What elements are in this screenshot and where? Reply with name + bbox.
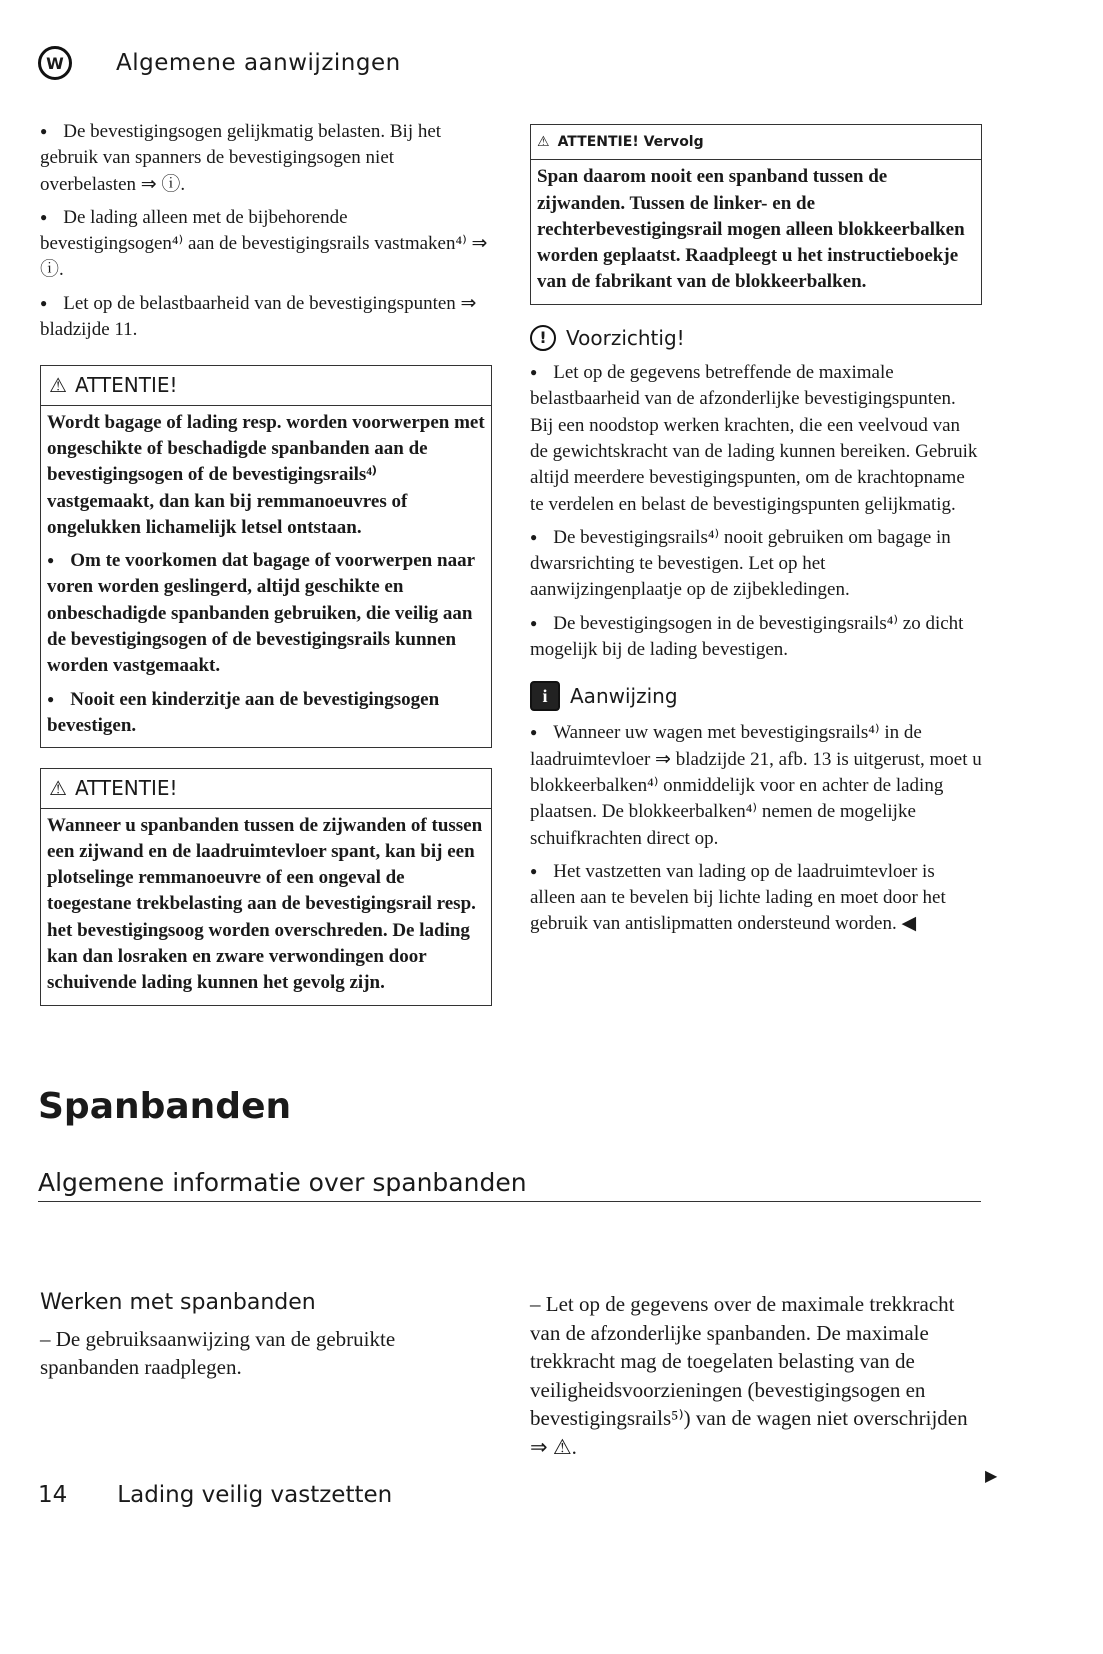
page-number: 14 (38, 1482, 68, 1508)
warning-triangle-icon: ⚠ (49, 373, 67, 398)
page-footer (38, 1482, 392, 1508)
caution-title: Voorzichtig! (566, 325, 685, 350)
list-item: ● De bevestigingsogen gelijkmatig belasten. Bij het gebruik van spanners de bevestigingsogen niet overbelasten ⇒ ⓘ. (40, 118, 492, 198)
continue-arrow-icon: ▶ (985, 1468, 998, 1485)
warning-title: ATTENTIE! (74, 776, 178, 801)
warning-box (40, 365, 492, 748)
list-item: ● Nooit een kinderzitje aan de bevestigingsogen bevestigen. (47, 686, 485, 740)
vw-logo-icon: W (38, 46, 72, 80)
left-column (40, 118, 492, 1026)
section-title: Spanbanden (38, 1086, 292, 1127)
note-title: Aanwijzing (570, 684, 678, 709)
section-subtitle: Algemene informatie over spanbanden (38, 1168, 981, 1202)
warning-text: Wordt bagage of lading resp. worden voorwerpen met ongeschikte of beschadigde spanbanden aan de bevestigingsogen of de bevestigingsrails⁴⁾ vastgemaakt, dan kan bij remmanoeuvres of ongelukken lichamelijk letsel ontstaan. (47, 411, 485, 538)
section-right (530, 1290, 970, 1467)
instruction-step: – Let op de gegevens over de maximale trekkracht van de afzonderlijke spanbanden. De maximale trekkracht mag de toegelaten belasting van de veiligheidsvoorzieningen (bevestigingsogen en bevestigingsrails⁵⁾) van de wagen niet overschrijden ⇒ ⚠. (530, 1292, 968, 1459)
warning-title: ATTENTIE! (74, 373, 178, 398)
section-left (40, 1290, 460, 1387)
list-item: ● Wanneer uw wagen met bevestigingsrails⁴⁾ in de laadruimtevloer ⇒ bladzijde 21, afb. 13 is uitgerust, moet u blokkeerbalken⁴⁾ onmiddelijk voor en achter de lading plaatsen. De blokkeerbalken⁴⁾ nemen de mogelijke schuifkrachten direct op. (530, 719, 982, 851)
warning-triangle-icon: ⚠ (49, 776, 67, 801)
caution-heading (530, 325, 982, 351)
note-heading (530, 681, 982, 711)
warning-continued-box (530, 124, 982, 305)
warning-text: Span daarom nooit een spanband tussen de zijwanden. Tussen de linker- en de rechterbevestigingsrail mogen alleen blokkeerbalken worden geplaatst. Raadpleegt u het instructieboekje van de fabrikant van de blokkeerbalken. (537, 166, 965, 293)
instruction-step: – De gebruiksaanwijzing van de gebruikte spanbanden raadplegen. (40, 1327, 396, 1379)
info-icon: i (530, 681, 560, 711)
list-item: ● De bevestigingsrails⁴⁾ nooit gebruiken om bagage in dwarsrichting te bevestigen. Let op het aanwijzingenplaatje op de zijbekledingen. (530, 524, 982, 604)
right-column (530, 124, 982, 944)
warning-box (40, 768, 492, 1005)
list-item: ● De bevestigingsogen in de bevestigingsrails⁴⁾ zo dicht mogelijk bij de lading bevestigen. (530, 610, 982, 664)
header-title: Algemene aanwijzingen (116, 50, 401, 76)
warning-title: ATTENTIE! Vervolg (557, 134, 704, 150)
subsection-heading: Werken met spanbanden (40, 1290, 316, 1315)
page-header (38, 46, 401, 80)
warning-triangle-icon: ⚠ (537, 134, 550, 150)
list-item: ● De lading alleen met de bijbehorende bevestigingsogen⁴⁾ aan de bevestigingsrails vastmaken⁴⁾ ⇒ ⓘ. (40, 204, 492, 284)
chapter-title: Lading veilig vastzetten (117, 1482, 393, 1508)
list-item: ● Let op de gegevens betreffende de maximale belastbaarheid van de afzonderlijke bevestigingspunten. Bij een noodstop werken krachten, die een veelvoud van de gewichtskracht van de lading kunnen bereiken. Gebruik altijd meerdere bevestigingspunten, om de krachtopname te verdelen en belast de bevestigingspunten gelijkmatig. (530, 359, 982, 518)
list-item: ● Let op de belastbaarheid van de bevestigingspunten ⇒ bladzijde 11. (40, 290, 492, 344)
caution-icon: ! (530, 325, 556, 351)
warning-text: Wanneer u spanbanden tussen de zijwanden of tussen een zijwand en de laadruimtevloer spant, kan bij een plotselinge remmanoeuvre of een ongeval de toegestane trekbelasting aan de bevestigingsrail resp. het bevestigingsoog worden overschreden. De lading kan dan losraken en zware verwondingen door schuivende lading kunnen het gevolg zijn. (47, 814, 483, 994)
list-item: ● Het vastzetten van lading op de laadruimtevloer is alleen aan te bevelen bij lichte lading en moet door het gebruik van antislipmatten ondersteund worden. ◀ (530, 858, 982, 938)
list-item: ● Om te voorkomen dat bagage of voorwerpen naar voren worden geslingerd, altijd geschikte en onbeschadigde spanbanden gebruiken, die veilig aan de bevestigingsogen of de bevestigingsrails kunnen worden vastgemaakt. (47, 547, 485, 679)
